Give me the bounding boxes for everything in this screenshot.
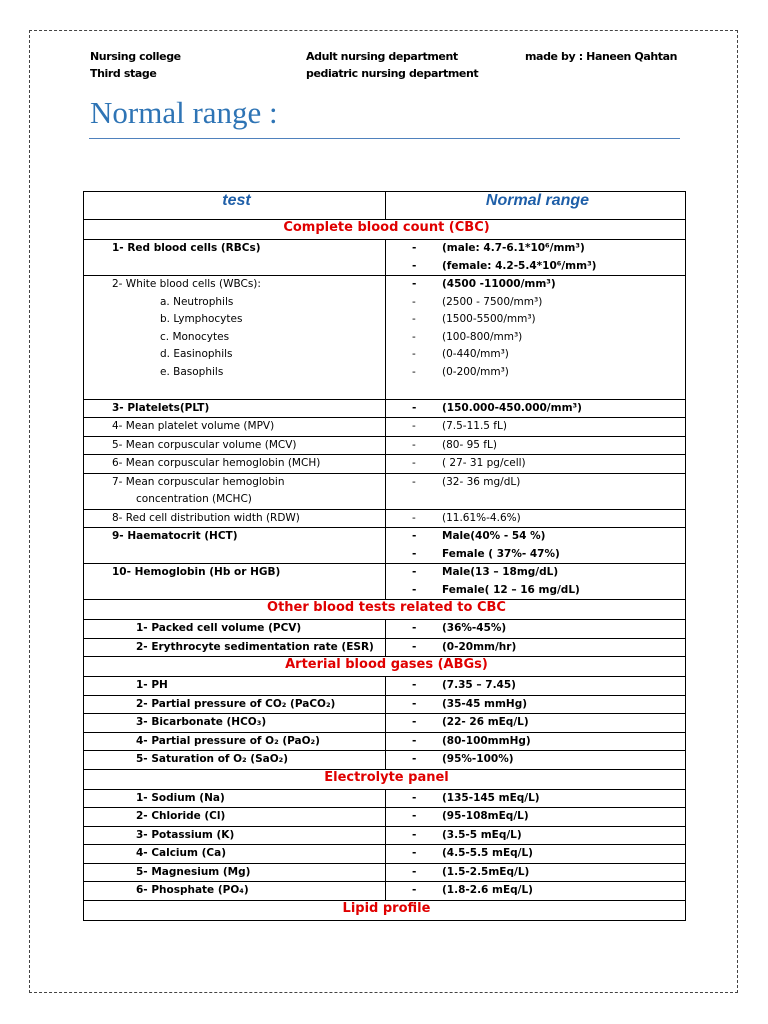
range-value: (female: 4.2-5.4*10⁶/mm³) bbox=[442, 259, 597, 272]
range-line bbox=[390, 790, 685, 808]
range-line bbox=[390, 620, 685, 638]
test-name-cell bbox=[84, 240, 386, 276]
range-line bbox=[390, 346, 685, 364]
test-name-cell bbox=[84, 789, 386, 808]
bullet-dash: - bbox=[412, 420, 416, 432]
range-line bbox=[390, 455, 685, 473]
test-name: c. Monocytes bbox=[160, 330, 230, 343]
range-line bbox=[390, 474, 685, 492]
bullet-dash: - bbox=[412, 348, 416, 360]
test-name: 4- Mean platelet volume (MPV) bbox=[112, 420, 275, 432]
bullet-dash: - bbox=[412, 457, 416, 469]
range-line bbox=[390, 400, 685, 418]
bullet-dash: - bbox=[412, 753, 417, 765]
table-row bbox=[84, 473, 686, 509]
header-center bbox=[306, 48, 478, 82]
range-line bbox=[390, 240, 685, 258]
bullet-dash: - bbox=[412, 640, 417, 653]
range-line bbox=[390, 258, 685, 276]
range-value: (0-200/mm³) bbox=[442, 365, 509, 378]
range-value: (7.5-11.5 fL) bbox=[442, 420, 507, 432]
bullet-dash: - bbox=[412, 401, 417, 414]
test-name: 9- Haematocrit (HCT) bbox=[112, 530, 238, 542]
column-header-test: test bbox=[84, 192, 386, 220]
bullet-dash: - bbox=[412, 865, 417, 878]
table-row bbox=[84, 455, 686, 474]
normal-range-cell bbox=[386, 751, 686, 770]
test-name: 5- Saturation of O₂ (SaO₂) bbox=[136, 753, 289, 765]
test-name: 2- Partial pressure of CO₂ (PaCO₂) bbox=[136, 697, 336, 710]
test-name-cell bbox=[84, 695, 386, 714]
test-name-cell bbox=[84, 882, 386, 901]
test-name: 1- PH bbox=[136, 679, 168, 691]
author-credit: made by : Haneen Qahtan bbox=[525, 50, 678, 63]
range-value: (150.000-450.000/mm³) bbox=[442, 401, 582, 414]
test-name: concentration (MCHC) bbox=[136, 493, 252, 505]
range-line bbox=[390, 845, 685, 863]
test-name-cell bbox=[84, 620, 386, 639]
bullet-dash: - bbox=[412, 583, 417, 596]
section-title: Electrolyte panel bbox=[84, 769, 686, 789]
test-name bbox=[88, 381, 385, 399]
table-row bbox=[84, 509, 686, 528]
test-name-cell bbox=[84, 509, 386, 528]
test-name: 3- Bicarbonate (HCO₃) bbox=[136, 716, 267, 728]
header-left bbox=[90, 48, 181, 82]
range-value: Male(40% - 54 %) bbox=[442, 530, 546, 542]
table-row bbox=[84, 677, 686, 696]
section-title: Lipid profile bbox=[84, 900, 686, 920]
normal-range-cell bbox=[386, 528, 686, 564]
bullet-dash: - bbox=[412, 791, 417, 804]
bullet-dash: - bbox=[412, 530, 417, 542]
test-name: 2- White blood cells (WBCs): bbox=[112, 278, 261, 290]
range-value: (135-145 mEq/L) bbox=[442, 791, 540, 804]
range-line bbox=[390, 582, 685, 600]
test-name-cell bbox=[84, 473, 386, 509]
range-value: (22- 26 mEq/L) bbox=[442, 716, 529, 728]
bullet-dash: - bbox=[412, 884, 417, 896]
bullet-dash: - bbox=[412, 278, 417, 290]
normal-range-cell bbox=[386, 399, 686, 418]
range-value: ( 27- 31 pg/cell) bbox=[442, 457, 526, 469]
range-value: (male: 4.7-6.1*10⁶/mm³) bbox=[442, 242, 585, 254]
normal-range-cell bbox=[386, 808, 686, 827]
range-line bbox=[390, 714, 685, 732]
table-row bbox=[84, 826, 686, 845]
range-line bbox=[390, 276, 685, 294]
range-line bbox=[390, 733, 685, 751]
range-line bbox=[390, 491, 685, 509]
bullet-dash: - bbox=[412, 511, 416, 524]
bullet-dash: - bbox=[412, 716, 417, 728]
test-name: b. Lymphocytes bbox=[160, 313, 243, 325]
normal-range-cell bbox=[386, 276, 686, 400]
range-value: (80-100mmHg) bbox=[442, 734, 531, 747]
normal-range-cell bbox=[386, 845, 686, 864]
range-line bbox=[390, 418, 685, 436]
range-line bbox=[390, 751, 685, 769]
range-line bbox=[390, 696, 685, 714]
test-name: 6- Mean corpuscular hemoglobin (MCH) bbox=[112, 457, 321, 469]
section-header-row bbox=[84, 600, 686, 620]
test-name-cell bbox=[84, 528, 386, 564]
test-name: d. Easinophils bbox=[160, 348, 233, 360]
range-value: (32- 36 mg/dL) bbox=[442, 475, 521, 488]
test-name: 5- Mean corpuscular volume (MCV) bbox=[112, 438, 297, 451]
test-name: 4- Partial pressure of O₂ (PaO₂) bbox=[136, 734, 320, 747]
test-name: 3- Potassium (K) bbox=[136, 828, 235, 841]
test-name-cell bbox=[84, 564, 386, 600]
range-value: (0-20mm/hr) bbox=[442, 640, 517, 653]
normal-range-cell bbox=[386, 714, 686, 733]
range-line bbox=[390, 546, 685, 564]
range-line bbox=[390, 564, 685, 582]
test-name-cell bbox=[84, 418, 386, 437]
column-header-normal-range: Normal range bbox=[386, 192, 686, 220]
range-value: (2500 - 7500/mm³) bbox=[442, 295, 543, 308]
normal-range-cell bbox=[386, 863, 686, 882]
test-name: 10- Hemoglobin (Hb or HGB) bbox=[112, 566, 281, 578]
bullet-dash: - bbox=[412, 828, 417, 841]
test-name-cell bbox=[84, 751, 386, 770]
bullet-dash: - bbox=[412, 679, 417, 691]
normal-range-cell bbox=[386, 436, 686, 455]
test-name-cell bbox=[84, 732, 386, 751]
range-line bbox=[390, 510, 685, 528]
section-header-row bbox=[84, 220, 686, 240]
table-row bbox=[84, 399, 686, 418]
range-value: (1.8-2.6 mEq/L) bbox=[442, 884, 533, 896]
bullet-dash: - bbox=[412, 242, 417, 254]
normal-range-table bbox=[83, 191, 686, 921]
range-line bbox=[390, 364, 685, 382]
range-line bbox=[390, 437, 685, 455]
normal-range-cell bbox=[386, 240, 686, 276]
test-name-cell bbox=[84, 845, 386, 864]
bullet-dash: - bbox=[412, 365, 416, 378]
range-value: (4.5-5.5 mEq/L) bbox=[442, 847, 533, 859]
range-value: (0-440/mm³) bbox=[442, 348, 509, 360]
table-row bbox=[84, 751, 686, 770]
test-name: 8- Red cell distribution width (RDW) bbox=[112, 511, 300, 524]
table-row bbox=[84, 276, 686, 400]
test-name: 2- Erythrocyte sedimentation rate (ESR) bbox=[136, 640, 374, 653]
range-value: Male(13 – 18mg/dL) bbox=[442, 566, 559, 578]
test-name: 1- Packed cell volume (PCV) bbox=[136, 622, 302, 634]
table-row bbox=[84, 714, 686, 733]
range-value: (7.35 – 7.45) bbox=[442, 679, 516, 691]
table-row bbox=[84, 240, 686, 276]
table-row bbox=[84, 845, 686, 864]
range-line bbox=[390, 864, 685, 882]
normal-range-cell bbox=[386, 677, 686, 696]
range-line bbox=[390, 882, 685, 900]
test-name: 6- Phosphate (PO₄) bbox=[136, 884, 249, 896]
table-row bbox=[84, 732, 686, 751]
range-value: (100-800/mm³) bbox=[442, 330, 523, 343]
range-value: Female ( 37%- 47%) bbox=[442, 547, 560, 560]
bullet-dash: - bbox=[412, 697, 417, 710]
bullet-dash: - bbox=[412, 734, 417, 747]
table-row bbox=[84, 564, 686, 600]
test-name-cell bbox=[84, 638, 386, 657]
test-name: 5- Magnesium (Mg) bbox=[136, 865, 251, 878]
range-line bbox=[390, 827, 685, 845]
test-name: 4- Calcium (Ca) bbox=[136, 847, 226, 859]
test-name-cell bbox=[84, 399, 386, 418]
test-name-cell bbox=[84, 863, 386, 882]
test-name: 3- Platelets(PLT) bbox=[112, 401, 210, 414]
department-pediatric: pediatric nursing department bbox=[306, 67, 479, 80]
bullet-dash: - bbox=[412, 475, 416, 488]
table-row bbox=[84, 695, 686, 714]
test-name-cell bbox=[84, 826, 386, 845]
test-name: e. Basophils bbox=[160, 365, 224, 378]
bullet-dash: - bbox=[412, 566, 417, 578]
test-name: 1- Red blood cells (RBCs) bbox=[112, 242, 261, 254]
test-name-cell bbox=[84, 714, 386, 733]
bullet-dash: - bbox=[412, 847, 417, 859]
table-body bbox=[84, 220, 686, 921]
range-line bbox=[390, 808, 685, 826]
section-header-row bbox=[84, 769, 686, 789]
range-value: (35-45 mmHg) bbox=[442, 697, 528, 710]
bullet-dash: - bbox=[412, 259, 417, 272]
section-title: Arterial blood gases (ABGs) bbox=[84, 657, 686, 677]
table-row bbox=[84, 418, 686, 437]
test-name-cell bbox=[84, 276, 386, 400]
bullet-dash: - bbox=[412, 313, 416, 325]
section-title: Complete blood count (CBC) bbox=[84, 220, 686, 240]
test-name-cell bbox=[84, 677, 386, 696]
bullet-dash: - bbox=[412, 438, 416, 451]
bullet-dash: - bbox=[412, 330, 416, 343]
range-value: (95%-100%) bbox=[442, 753, 514, 765]
range-line bbox=[390, 528, 685, 546]
range-value: (4500 -11000/mm³) bbox=[442, 278, 556, 290]
test-name: 2- Chloride (Cl) bbox=[136, 810, 226, 822]
test-name: a. Neutrophils bbox=[160, 295, 234, 308]
normal-range-cell bbox=[386, 826, 686, 845]
normal-range-cell bbox=[386, 509, 686, 528]
normal-range-cell bbox=[386, 638, 686, 657]
range-value: Female( 12 – 16 mg/dL) bbox=[442, 583, 580, 596]
normal-range-cell bbox=[386, 473, 686, 509]
bullet-dash: - bbox=[412, 622, 417, 634]
range-line bbox=[390, 329, 685, 347]
college-name: Nursing college bbox=[90, 50, 181, 63]
table-row bbox=[84, 882, 686, 901]
table-row bbox=[84, 620, 686, 639]
range-value: (80- 95 fL) bbox=[442, 438, 497, 451]
table-row bbox=[84, 808, 686, 827]
section-header-row bbox=[84, 900, 686, 920]
range-line bbox=[390, 677, 685, 695]
table-row bbox=[84, 528, 686, 564]
normal-range-cell bbox=[386, 695, 686, 714]
normal-range-cell bbox=[386, 620, 686, 639]
test-name-cell bbox=[84, 455, 386, 474]
normal-range-cell bbox=[386, 732, 686, 751]
normal-range-cell bbox=[386, 418, 686, 437]
range-line bbox=[390, 639, 685, 657]
range-value: (3.5-5 mEq/L) bbox=[442, 828, 522, 841]
title-underline bbox=[89, 138, 680, 139]
normal-range-cell bbox=[386, 455, 686, 474]
test-name: 1- Sodium (Na) bbox=[136, 791, 225, 804]
table-header-row bbox=[84, 192, 686, 220]
range-line bbox=[390, 311, 685, 329]
section-title: Other blood tests related to CBC bbox=[84, 600, 686, 620]
range-value: (11.61%-4.6%) bbox=[442, 511, 521, 524]
section-header-row bbox=[84, 657, 686, 677]
header-right bbox=[525, 48, 677, 65]
bullet-dash: - bbox=[412, 295, 416, 308]
test-name-cell bbox=[84, 436, 386, 455]
range-value: (1500-5500/mm³) bbox=[442, 313, 536, 325]
test-name-cell bbox=[84, 808, 386, 827]
test-name: 7- Mean corpuscular hemoglobin bbox=[112, 475, 285, 488]
table-row bbox=[84, 436, 686, 455]
table-row bbox=[84, 638, 686, 657]
range-value: (1.5-2.5mEq/L) bbox=[442, 865, 530, 878]
table-row bbox=[84, 863, 686, 882]
normal-range-cell bbox=[386, 789, 686, 808]
normal-range-cell bbox=[386, 882, 686, 901]
normal-range-cell bbox=[386, 564, 686, 600]
range-value: (36%-45%) bbox=[442, 622, 507, 634]
page-title: Normal range : bbox=[90, 95, 278, 130]
department-adult: Adult nursing department bbox=[306, 50, 458, 63]
stage-label: Third stage bbox=[90, 67, 157, 80]
range-line bbox=[390, 381, 685, 399]
range-value: (95-108mEq/L) bbox=[442, 810, 529, 822]
bullet-dash: - bbox=[412, 810, 417, 822]
table-row bbox=[84, 789, 686, 808]
range-line bbox=[390, 294, 685, 312]
bullet-dash: - bbox=[412, 547, 417, 560]
